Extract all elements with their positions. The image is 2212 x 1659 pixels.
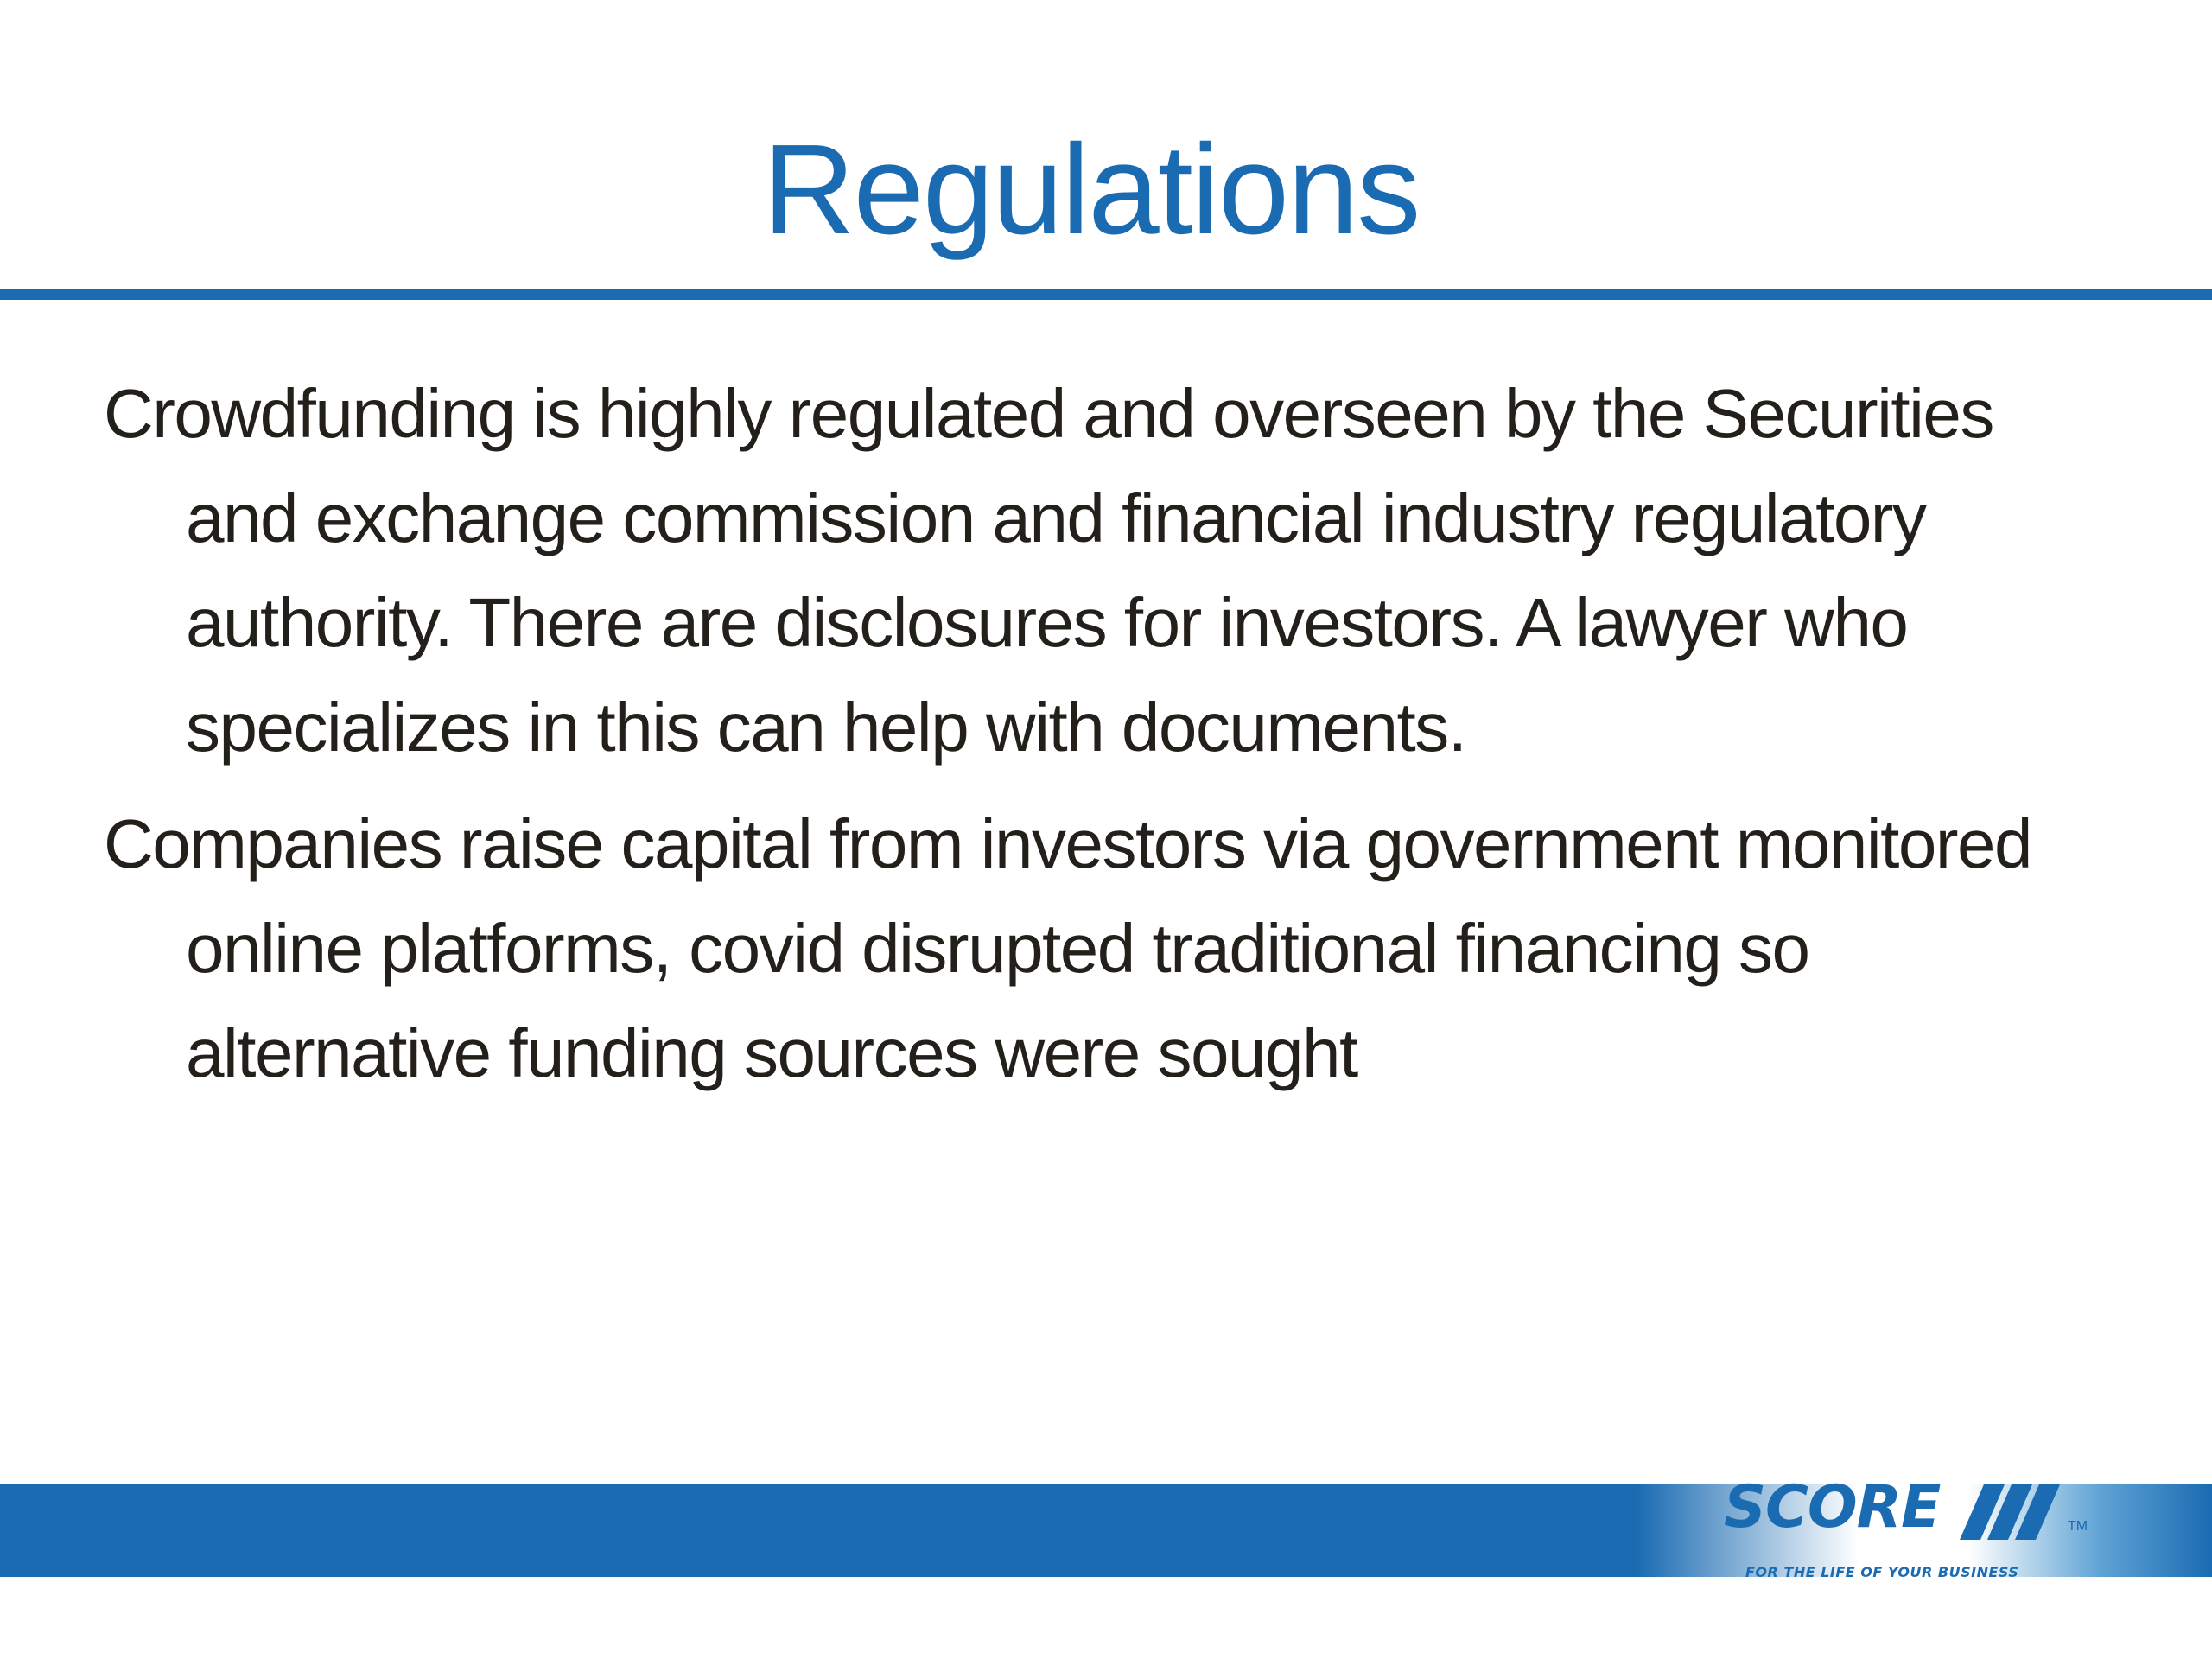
logo-wordmark: SCORE xyxy=(1724,1473,1941,1541)
score-slashes-icon xyxy=(1942,1484,2063,1540)
slide-title: Regulations xyxy=(762,118,1420,261)
logo-tagline: FOR THE LIFE OF YOUR BUSINESS xyxy=(1745,1564,2019,1580)
slide-body xyxy=(104,361,2100,1117)
body-paragraph-2: Companies raise capital from investors via government monitored online platforms, covid disrupted traditional financing so alternative funding sources were sought xyxy=(104,805,2031,1091)
body-paragraph-1: Crowdfunding is highly regulated and overseen by the Securities and exchange commission and financial industry regulatory authority. There are disclosures for investors. A lawyer who specializes in this can help with documents. xyxy=(104,375,1993,766)
title-divider xyxy=(0,289,2212,300)
trademark-mark: TM xyxy=(2068,1519,2088,1534)
score-logo xyxy=(1715,1469,2095,1599)
